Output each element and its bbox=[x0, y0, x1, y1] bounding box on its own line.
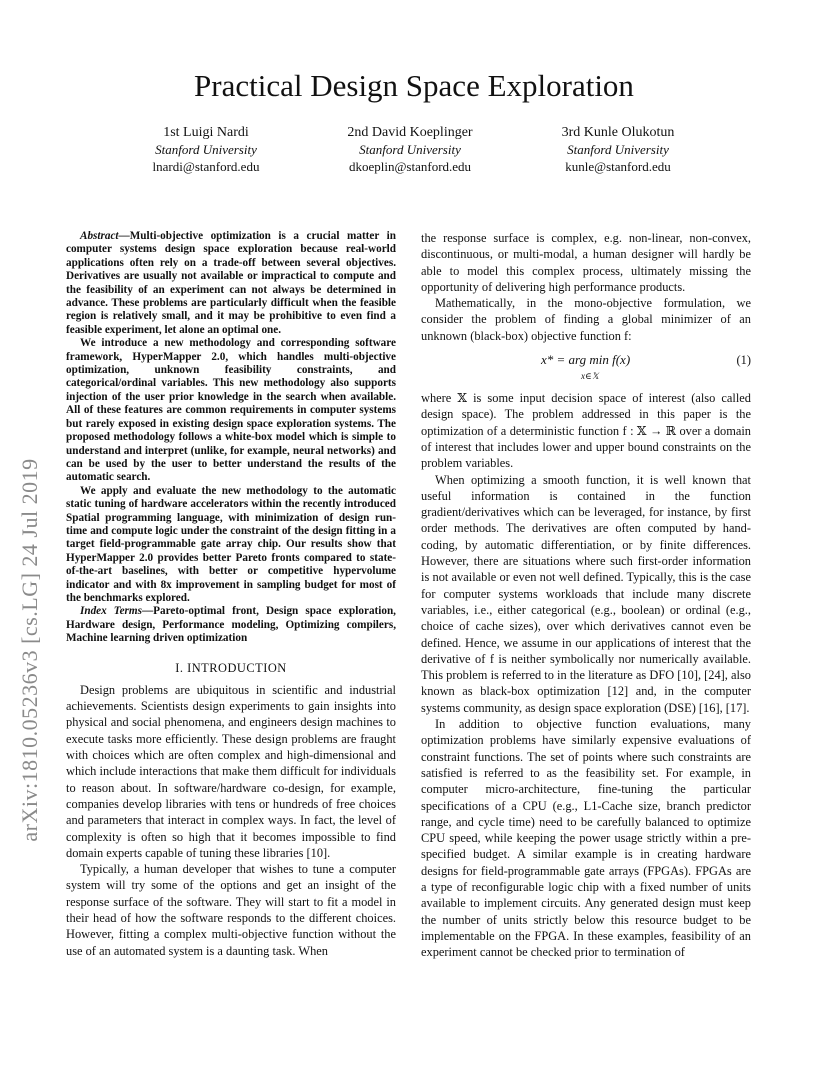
abstract-label: Abstract bbox=[80, 230, 119, 242]
author-name: 1st Luigi Nardi bbox=[163, 125, 249, 140]
index-terms: —Pareto-optimal front, Design space exploration, Hardware design, Performance modeling, Optimizing compilers, Machine learning driven optimization bbox=[66, 605, 396, 645]
author-name: 2nd David Koeplinger bbox=[347, 125, 473, 140]
equation-subscript: x∈𝕏 bbox=[581, 371, 599, 382]
author-2 bbox=[300, 124, 520, 175]
index-terms-label: Index Terms bbox=[80, 605, 142, 618]
author-affiliation: Stanford University bbox=[359, 142, 461, 157]
arxiv-stamp bbox=[10, 300, 50, 1000]
body-paragraph: Design problems are ubiquitous in scientific and industrial achievements. Scientists design experiments to gain insights into physical and social phenomena, and engineers design machines to execute tasks more efficiently. These design problems are fraught with choices which are often complex and high-dimensional and which include interactions that make them difficult for individuals to reason about. In software/hardware co-design, for example, companies develop libraries with tens or hundreds of free choices and parameters that interact in complex ways. In fact, the level of complexity is often so high that it becomes impossible to find domain experts capable of tuning these libraries [10]. bbox=[66, 682, 396, 860]
author-email: lnardi@stanford.edu bbox=[152, 159, 260, 174]
abstract-paragraph: We apply and evaluate the new methodology to the automatic static tuning of hardware accelerators within the recently introduced Spatial programming language, with minimization of design run-time and compute logic under the constraint of the design fitting in a target field-programmable gate array chip. Our results show that HyperMapper 2.0 provides better Pareto fronts compared to state-of-the-art baselines, with better or competitive hypervolume indicator and with 8x improvement in sampling budget for most of the benchmarks explored. bbox=[66, 484, 396, 604]
author-affiliation: Stanford University bbox=[155, 142, 257, 157]
author-email: dkoeplin@stanford.edu bbox=[348, 159, 472, 174]
section-heading: I. INTRODUCTION bbox=[175, 660, 287, 675]
abstract-paragraph: —Multi-objective optimization is a crucial matter in computer systems design space exploration because real-world applications often rely on a trade-off between several objectives. Derivatives are usually not available or impractical to compute and the feasibility of an experiment can not always be determined in advance. These problems are particularly difficult when the feasible region is relatively small, and it may be prohibitive to even find a feasible experiment, let alone an optimal one. bbox=[66, 230, 396, 336]
equation-body: x* = arg min f(x) bbox=[541, 352, 631, 368]
equation-number: (1) bbox=[736, 353, 751, 368]
right-column bbox=[421, 230, 751, 960]
left-column bbox=[66, 230, 396, 959]
body-paragraph: In addition to objective function evaluations, many optimization problems have similarly expensive evaluations of constraint functions. The set of points where such constraints are satisfied is referred to as the feasibility set. For example, in computer micro-architecture, fine-tuning the particular specifications of a CPU (e.g., L1-Cache size, branch predictor range, and cycle time) need to be carefully balanced to optimize CPU speed, while keeping the power usage strictly within a pre-specified budget. A similar example is in creating hardware designs for field-programmable gate arrays (FPGAs). FPGAs are a type of reconfigurable logic chip with a fixed number of units available to implement circuits. Any generated design must keep the number of units strictly below this resource budget to be implementable on the FPGA. In these examples, feasibility of an experiment cannot be checked prior to termination of bbox=[421, 717, 751, 960]
body-paragraph: where 𝕏 is some input decision space of interest (also called design space). The problem addressed in this paper is the optimization of a deterministic function f : 𝕏 → ℝ over a domain of interest that includes lower and upper bound constraints on the problem variables. bbox=[421, 391, 751, 471]
body-paragraph: Mathematically, in the mono-objective formulation, we consider the problem of finding a global minimizer of an unknown (black-box) objective function f: bbox=[421, 296, 751, 343]
author-name: 3rd Kunle Olukotun bbox=[561, 125, 675, 140]
arxiv-id: arXiv:1810.05236v3 [cs.LG] 24 Jul 2019 bbox=[17, 458, 42, 842]
author-affiliation: Stanford University bbox=[567, 142, 669, 157]
paper-title: Practical Design Space Exploration bbox=[194, 68, 634, 103]
body-paragraph: When optimizing a smooth function, it is well known that useful information is contained in the function gradient/derivatives which can be leveraged, for instance, by first order methods. The derivatives are often computed by hand-coding, by automatic differentiation, or by finite differences. However, there are situations where such first-order information is not available or even not well defined. Typically, this is the case for computer systems workloads that include many discrete variables, i.e., either categorical (e.g., boolean) or ordinal (e.g., choice of cache sizes), over which derivatives cannot even be defined. Hence, we assume in our applications of interest that the derivative of f is neither symbolically nor numerically available. This problem is referred to in the literature as DFO [10], [24], also known as black-box optimization [12] and, in the computer systems community, as design space exploration (DSE) [16], [17]. bbox=[421, 472, 751, 715]
body-paragraph: Typically, a human developer that wishes to tune a computer system will try some of the options and get an insight of the response surface of the software. They will start to fit a model in their head of how the software responds to the different choices. However, fitting a complex multi-objective function without the use of an automated system is a daunting task. When bbox=[66, 862, 396, 958]
author-1 bbox=[96, 124, 316, 175]
body-paragraph: the response surface is complex, e.g. non-linear, non-convex, discontinuous, or multi-modal, a human designer will hardly be able to model this complex process, ultimately missing the opportunity of delivering high performance products. bbox=[421, 231, 751, 294]
author-email: kunle@stanford.edu bbox=[565, 159, 671, 174]
author-3 bbox=[508, 124, 728, 175]
abstract-paragraph: We introduce a new methodology and corresponding software framework, HyperMapper 2.0, which handles multi-objective optimization, unknown feasibility constraints, and categorical/ordinal variables. This new methodology also supports injection of the user prior knowledge in the search when available. All of these features are common requirements in computer systems but rarely exposed in existing design space exploration systems. The proposed methodology follows a white-box model which is simple to understand and interpret (unlike, for example, neural networks) and can be used by the user to better understand the results of the automatic search. bbox=[66, 337, 396, 484]
equation bbox=[421, 350, 751, 386]
abstract bbox=[66, 230, 396, 646]
